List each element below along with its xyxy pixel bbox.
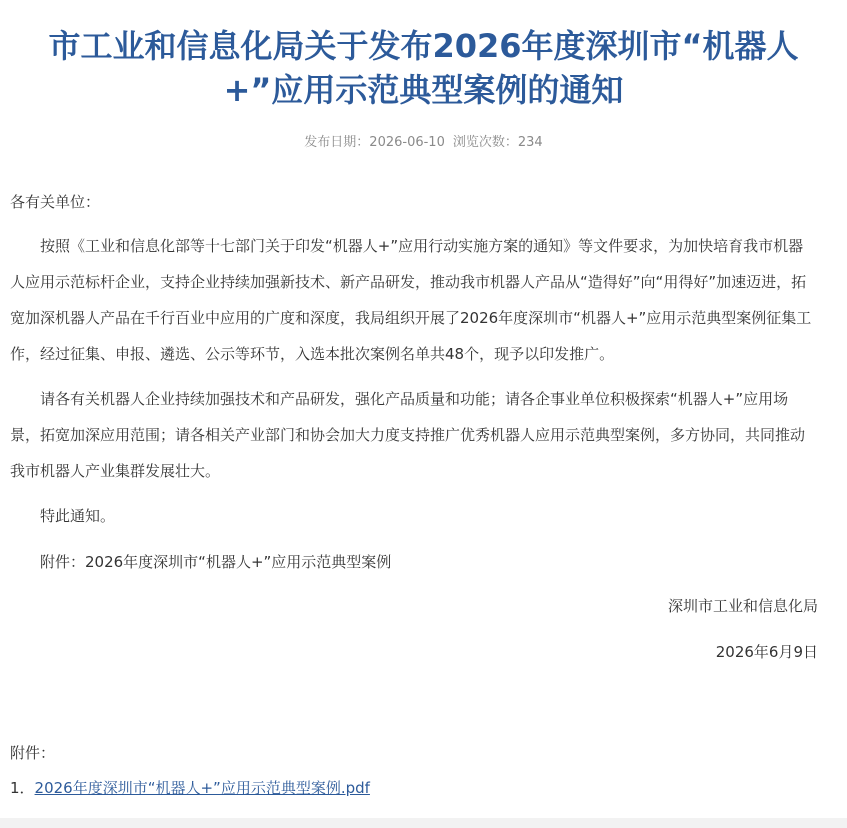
article-meta	[0, 133, 847, 153]
attachment-link[interactable]: 2026年度深圳市“机器人+”应用示范典型案例.pdf	[34, 779, 370, 797]
article-body	[10, 184, 818, 670]
attachment-note: 附件：2026年度深圳市“机器人+”应用示范典型案例	[40, 553, 392, 571]
publish-date-label: 发布日期：	[304, 135, 370, 150]
views-count: 234	[517, 135, 543, 150]
closing-note: 特此通知。	[40, 507, 116, 525]
attachment-index: 1．	[10, 779, 35, 797]
attachments-section	[10, 741, 818, 800]
salutation: 各有关单位：	[10, 193, 101, 211]
attachment-item	[10, 776, 818, 800]
attachments-label: 附件：	[10, 744, 56, 762]
footer-divider	[0, 818, 847, 828]
page-title: 市工业和信息化局关于发布2026年度深圳市“机器人+”应用示范典型案例的通知	[48, 27, 799, 109]
issue-date: 2026年6月9日	[715, 643, 818, 661]
signature: 深圳市工业和信息化局	[667, 597, 818, 615]
views-label: 浏览次数：	[452, 135, 518, 150]
body-paragraph: 请各有关机器人企业持续加强技术和产品研发，强化产品质量和功能；请各企事业单位积极探索“机器人+”应用场景，拓宽加深应用范围；请各相关产业部门和协会加大力度支持推广优秀机器人应用示范典型案例，多方协同，共同推动我市机器人产业集群发展壮大。	[10, 390, 806, 480]
publish-date: 2026-06-10	[369, 135, 445, 150]
body-paragraph: 按照《工业和信息化部等十七部门关于印发“机器人+”应用行动实施方案的通知》等文件要求，为加快培育我市机器人应用示范标杆企业，支持企业持续加强新技术、新产品研发，推动我市机器人产品从“造得好”向“用得好”加速迈进，拓宽加深机器人产品在千行百业中应用的广度和深度，我局组织开展了2026年度深圳市“机器人+”应用示范典型案例征集工作，经过征集、申报、遴选、公示等环节，入选本批次案例名单共48个，现予以印发推广。	[10, 237, 812, 363]
